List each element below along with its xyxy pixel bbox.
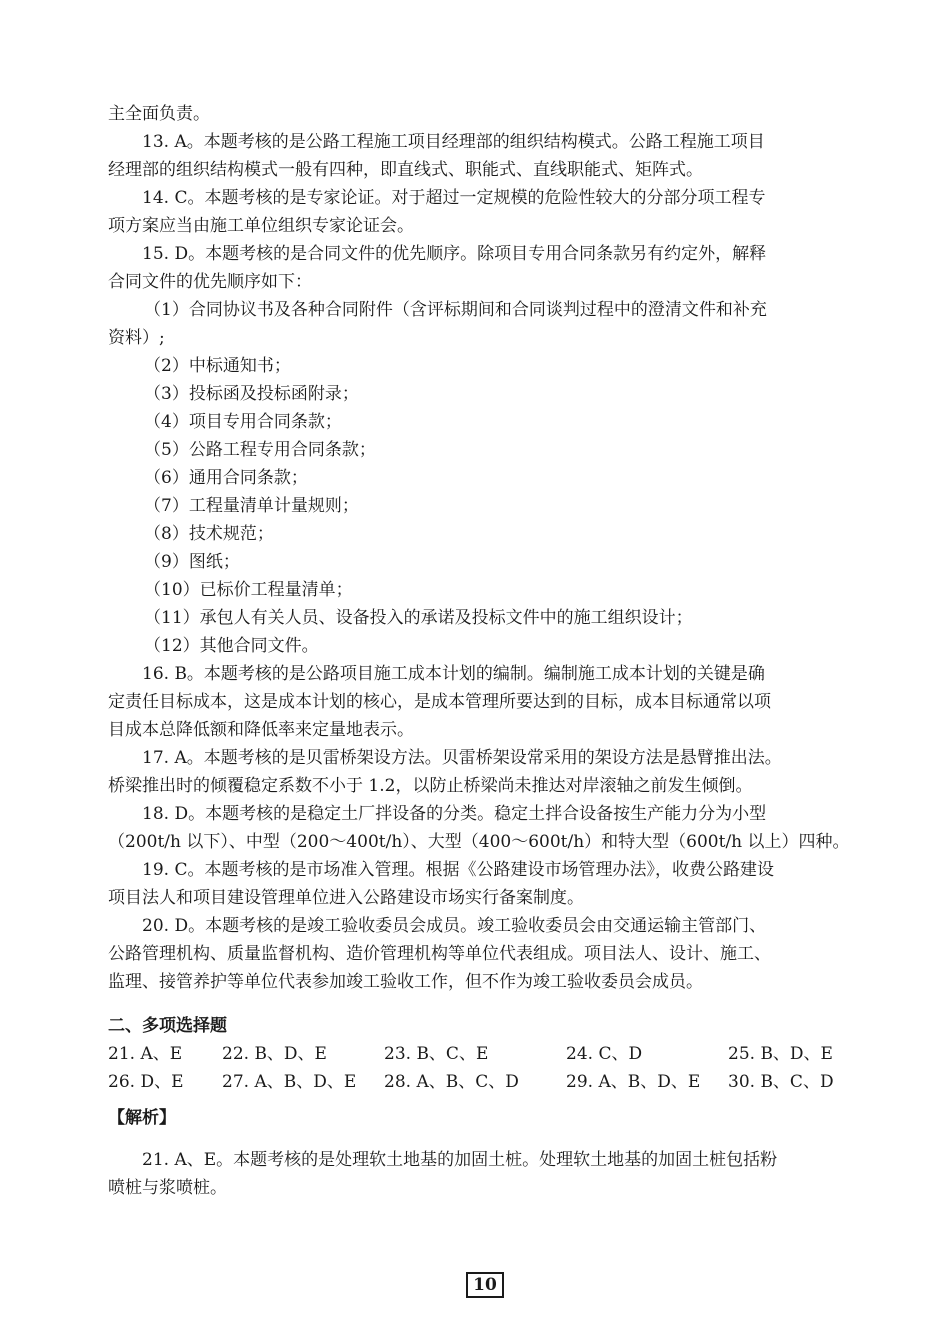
- more-analysis: [108, 660, 866, 996]
- text-line: 项方案应当由施工单位组织专家论证会。: [108, 216, 414, 236]
- list-item: （8）技术规范；: [144, 524, 274, 544]
- list-item: （11）承包人有关人员、设备投入的承诺及投标文件中的施工组织设计；: [144, 608, 693, 628]
- answer-item: 23. B、C、E: [384, 1044, 489, 1064]
- multi-choice-analysis: [108, 1146, 866, 1202]
- text-line: 项目法人和项目建设管理单位进入公路建设市场实行备案制度。: [108, 888, 584, 908]
- list-item-continuation: 资料）;: [108, 328, 165, 348]
- answer-key: [108, 1040, 866, 1096]
- text-line: 桥梁推出时的倾覆稳定系数不小于 1.2，以防止桥梁尚未推达对岸滚轴之前发生倾倒。: [108, 776, 753, 796]
- text-line: 经理部的组织结构模式一般有四种，即直线式、职能式、直线职能式、矩阵式。: [108, 160, 703, 180]
- text-line: 18. D。本题考核的是稳定土厂拌设备的分类。稳定土拌合设备按生产能力分为小型: [142, 804, 767, 824]
- list-item: （7）工程量清单计量规则；: [144, 496, 359, 516]
- answer-row: [108, 1040, 866, 1068]
- list-item: （10）已标价工程量清单；: [144, 580, 353, 600]
- text-line: 公路管理机构、质量监督机构、造价管理机构等单位代表组成。项目法人、设计、施工、: [108, 944, 771, 964]
- list-item: （2）中标通知书；: [144, 356, 291, 376]
- text-line: 20. D。本题考核的是竣工验收委员会成员。竣工验收委员会由交通运输主管部门、: [142, 916, 767, 936]
- page-number: 10: [466, 1272, 504, 1298]
- answer-item: 27. A、B、D、E: [222, 1072, 357, 1092]
- text-line: 16. B。本题考核的是公路项目施工成本计划的编制。编制施工成本计划的关键是确: [142, 664, 765, 684]
- text-line: （200t/h 以下）、中型（200～400t/h）、大型（400～600t/h）和特大型（600t/h 以上）四种。: [108, 832, 850, 852]
- text-line: 主全面负责。: [108, 104, 210, 124]
- answer-item: 28. A、B、C、D: [384, 1072, 519, 1092]
- page-content: [108, 100, 866, 1202]
- text-line: 定责任目标成本，这是成本计划的核心，是成本管理所要达到的目标，成本目标通常以项: [108, 692, 771, 712]
- list-item: （12）其他合同文件。: [144, 636, 319, 656]
- text-line: 监理、接管养护等单位代表参加竣工验收工作，但不作为竣工验收委员会成员。: [108, 972, 703, 992]
- answer-item: 25. B、D、E: [728, 1044, 833, 1064]
- answer-item: 29. A、B、D、E: [566, 1072, 701, 1092]
- text-line: 17. A。本题考核的是贝雷桥架设方法。贝雷桥架设常采用的架设方法是悬臂推出法。: [142, 748, 782, 768]
- list-item: （3）投标函及投标函附录；: [144, 384, 359, 404]
- text-line: 21. A、E。本题考核的是处理软土地基的加固土桩。处理软土地基的加固土桩包括粉: [142, 1150, 778, 1170]
- text-line: 19. C。本题考核的是市场准入管理。根据《公路建设市场管理办法》，收费公路建设: [142, 860, 774, 880]
- answer-item: 21. A、E: [108, 1044, 183, 1064]
- text-line: 13. A。本题考核的是公路工程施工项目经理部的组织结构模式。公路工程施工项目: [142, 132, 765, 152]
- text-line: 喷桩与浆喷桩。: [108, 1178, 227, 1198]
- analysis-heading: 【解析】: [108, 1108, 176, 1128]
- list-item: （5）公路工程专用合同条款；: [144, 440, 376, 460]
- text-line: 合同文件的优先顺序如下：: [108, 272, 312, 292]
- single-choice-analysis: [108, 100, 866, 296]
- list-item: （9）图纸；: [144, 552, 240, 572]
- answer-item: 22. B、D、E: [222, 1044, 327, 1064]
- answer-row: [108, 1068, 866, 1096]
- section-heading: 二、多项选择题: [108, 1016, 227, 1036]
- answer-item: 24. C、D: [566, 1044, 643, 1064]
- text-line: 15. D。本题考核的是合同文件的优先顺序。除项目专用合同条款另有约定外，解释: [142, 244, 767, 264]
- answer-item: 26. D、E: [108, 1072, 184, 1092]
- list-item: （6）通用合同条款；: [144, 468, 308, 488]
- list-item: （1）合同协议书及各种合同附件（含评标期间和合同谈判过程中的澄清文件和补充: [144, 300, 767, 320]
- answer-item: 30. B、C、D: [728, 1072, 834, 1092]
- text-line: 14. C。本题考核的是专家论证。对于超过一定规模的危险性较大的分部分项工程专: [142, 188, 766, 208]
- list-item: （4）项目专用合同条款；: [144, 412, 342, 432]
- priority-list: [108, 296, 866, 660]
- text-line: 目成本总降低额和降低率来定量地表示。: [108, 720, 414, 740]
